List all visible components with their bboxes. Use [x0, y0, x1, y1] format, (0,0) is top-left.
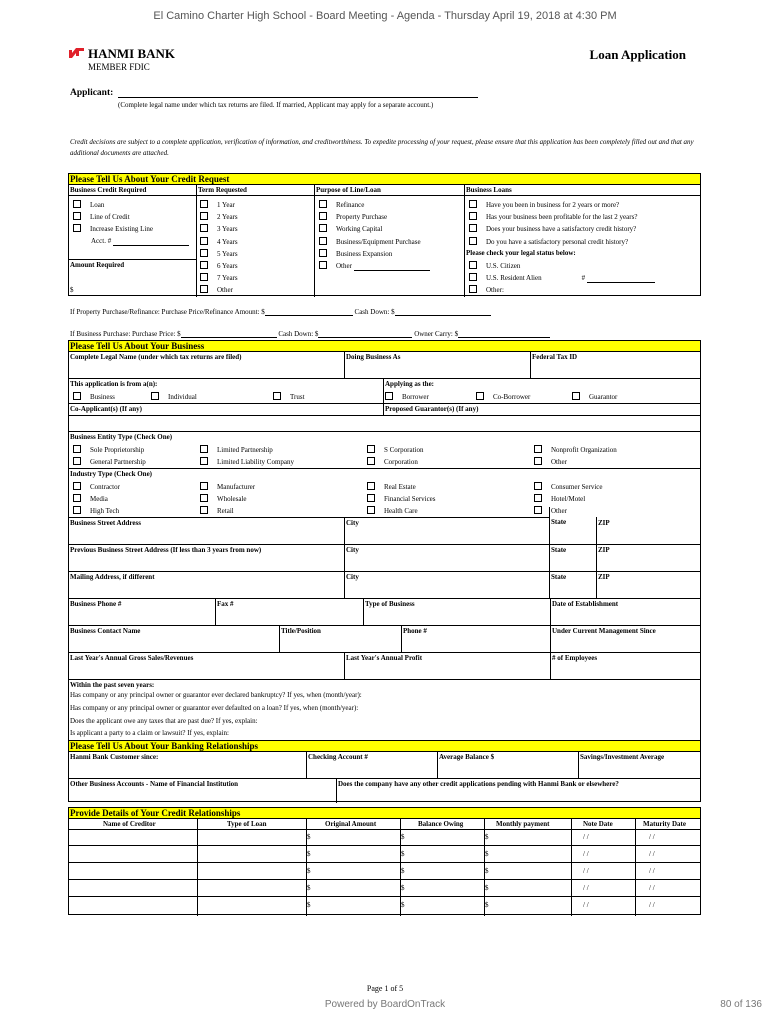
credit-disclaimer: Credit decisions are subject to a complete application, verification of information, and creditworthiness. To expedite processing of your request, please ensure that this application has been completely filled out and that any additional documents are attached. [70, 138, 694, 157]
date-slashes: / / [583, 884, 589, 892]
dollar-sign: $ [307, 884, 311, 892]
date-slashes: / / [649, 850, 655, 858]
col-monthly-payment: Monthly payment [496, 820, 550, 828]
taxes-question: Does the applicant owe any taxes that are past due? If yes, explain: [70, 717, 258, 725]
phone-label: Business Phone # [70, 600, 122, 608]
amount-required-label: Amount Required [70, 261, 125, 269]
refi-amount-field[interactable] [265, 315, 353, 316]
business-section [68, 340, 701, 741]
date-slashes: / / [649, 884, 655, 892]
term-6[interactable]: 6 Years [200, 261, 238, 271]
dollar-sign: $ [307, 850, 311, 858]
purpose-refinance[interactable]: Refinance [319, 200, 364, 210]
checkbox[interactable] [367, 445, 375, 453]
past-seven-label: Within the past seven years: [70, 681, 155, 689]
legal-status-heading: Please check your legal status below: [466, 249, 576, 257]
entity-llc[interactable]: Limited Liability Company [200, 457, 294, 467]
owner-carry-field[interactable] [458, 337, 550, 338]
checking-label: Checking Account # [308, 753, 368, 761]
checkbox[interactable] [200, 261, 208, 269]
checkbox[interactable] [476, 392, 484, 400]
checkbox[interactable] [367, 494, 375, 502]
title-position-label: Title/Position [281, 627, 321, 635]
employees-label: # of Employees [552, 654, 598, 662]
status-other[interactable]: Other: [469, 285, 504, 295]
other-accounts-label: Other Business Accounts - Name of Financial Institution [70, 780, 239, 788]
checkbox[interactable] [534, 506, 542, 514]
date-slashes: / / [649, 867, 655, 875]
status-citizen[interactable]: U.S. Citizen [469, 261, 520, 271]
bank-name: HANMI BANK [88, 46, 176, 61]
checkbox[interactable] [200, 506, 208, 514]
dollar-sign: $ [485, 833, 489, 841]
purpose-equipment[interactable]: Business/Equipment Purchase [319, 237, 421, 247]
dollar-sign: $ [401, 884, 405, 892]
entity-s-corp[interactable]: S Corporation [367, 445, 423, 455]
app-from-label: This application is from a(n): [70, 380, 158, 388]
q-two-years[interactable]: Have you been in business for 2 years or more? [469, 200, 619, 210]
purpose-property[interactable]: Property Purchase [319, 212, 387, 222]
contact-phone-label: Phone # [403, 627, 427, 635]
fax-label: Fax # [217, 600, 234, 608]
dollar-sign: $ [307, 901, 311, 909]
col-type-loan: Type of Loan [227, 820, 267, 828]
dollar-sign: $ [307, 867, 311, 875]
term-other[interactable]: Other [200, 285, 233, 295]
page-number: Page 1 of 5 [366, 984, 404, 993]
term-2[interactable]: 2 Years [200, 212, 238, 222]
checkbox[interactable] [73, 392, 81, 400]
from-business[interactable]: Business [73, 392, 115, 402]
purchase-price-field[interactable] [181, 337, 277, 338]
date-est-label: Date of Establishment [552, 600, 619, 608]
from-trust[interactable]: Trust [273, 392, 305, 402]
applicant-note: (Complete legal name under which tax returns are filed. If married, Applicant may apply for a separate account.) [118, 101, 434, 109]
checkbox[interactable] [200, 212, 208, 220]
dollar-sign: $ [485, 850, 489, 858]
creditor-row[interactable] [69, 829, 700, 846]
hanmi-logo-icon [68, 46, 85, 64]
purpose-working-capital[interactable]: Working Capital [319, 224, 382, 234]
dollar-sign: $ [485, 884, 489, 892]
checkbox[interactable] [200, 200, 208, 208]
term-heading: Term Requested [198, 186, 247, 194]
banking-section [68, 740, 701, 802]
applicant-name-field[interactable] [118, 97, 478, 98]
checkbox[interactable] [534, 482, 542, 490]
alien-number-field[interactable] [587, 282, 655, 283]
mail-zip-label: ZIP [598, 573, 610, 581]
industry-type-label: Industry Type (Check One) [70, 470, 153, 478]
checkbox[interactable] [73, 200, 81, 208]
refi-cash-down-field[interactable] [395, 315, 491, 316]
checkbox[interactable] [73, 506, 81, 514]
checkbox[interactable] [319, 249, 327, 257]
credit-relationships-title: Provide Details of Your Credit Relationships [69, 808, 700, 819]
purchase-cash-down-field[interactable] [318, 337, 412, 338]
term-5[interactable]: 5 Years [200, 249, 238, 259]
other-apps-label: Does the company have any other credit applications pending with Hanmi Bank or elsewhere? [338, 780, 619, 788]
checkbox[interactable] [469, 285, 477, 293]
refinance-line: If Property Purchase/Refinance: Purchase Price/Refinance Amount: $ Cash Down: $ [70, 308, 491, 316]
date-slashes: / / [583, 867, 589, 875]
checkbox[interactable] [151, 392, 159, 400]
date-slashes: / / [649, 901, 655, 909]
checkbox[interactable] [73, 457, 81, 465]
default-question: Has company or any principal owner or guarantor ever defaulted on a loan? If yes, when (month/year): [70, 704, 359, 712]
checkbox[interactable] [200, 494, 208, 502]
checkbox[interactable] [534, 445, 542, 453]
date-slashes: / / [583, 850, 589, 858]
purpose-other[interactable]: Other [319, 261, 430, 271]
term-3[interactable]: 3 Years [200, 224, 238, 234]
date-slashes: / / [649, 833, 655, 841]
zip-label: ZIP [598, 519, 610, 527]
mail-state-label: State [551, 573, 567, 581]
as-co-borrower[interactable]: Co-Borrower [476, 392, 530, 402]
from-individual[interactable]: Individual [151, 392, 197, 402]
lawsuit-question: Is applicant a party to a claim or lawsuit? If yes, explain: [70, 729, 230, 737]
checkbox[interactable] [319, 200, 327, 208]
col-creditor: Name of Creditor [103, 820, 156, 828]
gross-sales-label: Last Year's Annual Gross Sales/Revenues [70, 654, 194, 662]
powered-by: Powered by BoardOnTrack [324, 999, 446, 1010]
bcr-heading: Business Credit Required [70, 186, 147, 194]
checkbox[interactable] [469, 200, 477, 208]
bankruptcy-question: Has company or any principal owner or guarantor ever declared bankruptcy? If yes, when (month/year): [70, 691, 362, 699]
dollar-sign: $ [485, 867, 489, 875]
col-original-amount: Original Amount [325, 820, 377, 828]
member-fdic: MEMBER FDIC [88, 62, 150, 72]
entity-general-partnership[interactable]: General Partnership [73, 457, 146, 467]
contact-label: Business Contact Name [70, 627, 141, 635]
checkbox[interactable] [73, 212, 81, 220]
checkbox[interactable] [572, 392, 580, 400]
state-label: State [551, 518, 567, 526]
checkbox[interactable] [200, 273, 208, 281]
annual-profit-label: Last Year's Annual Profit [346, 654, 423, 662]
prev-state-label: State [551, 546, 567, 554]
bcr-increase-line[interactable]: Increase Existing Line [73, 224, 153, 234]
date-slashes: / / [583, 901, 589, 909]
checkbox[interactable] [200, 445, 208, 453]
amount-dollar: $ [70, 286, 74, 294]
q-profitable[interactable]: Has your business been profitable for the last 2 years? [469, 212, 637, 222]
checkbox[interactable] [367, 482, 375, 490]
creditor-row[interactable] [69, 880, 700, 897]
checkbox[interactable] [385, 392, 393, 400]
term-4[interactable]: 4 Years [200, 237, 238, 247]
checkbox[interactable] [469, 224, 477, 232]
entity-other[interactable]: Other [534, 457, 567, 467]
checkbox[interactable] [200, 482, 208, 490]
checkbox[interactable] [200, 285, 208, 293]
applying-as-label: Applying as the: [385, 380, 435, 388]
business-title: Please Tell Us About Your Business [69, 341, 700, 352]
customer-since-label: Hanmi Bank Customer since: [70, 753, 159, 761]
mail-city-label: City [346, 573, 359, 581]
checkbox[interactable] [319, 237, 327, 245]
savings-label: Savings/Investment Average [580, 753, 665, 761]
prev-street-label: Previous Business Street Address (If less than 3 years from now) [70, 546, 262, 554]
status-resident-alien[interactable]: U.S. Resident Alien # [469, 273, 655, 283]
checkbox[interactable] [319, 212, 327, 220]
checkbox[interactable] [469, 273, 477, 281]
city-label: City [346, 519, 359, 527]
industry-real-estate[interactable]: Real Estate [367, 482, 416, 492]
checkbox[interactable] [273, 392, 281, 400]
business-loans-heading: Business Loans [466, 186, 512, 194]
avg-balance-label: Average Balance $ [439, 753, 495, 761]
form-title: Loan Application [589, 47, 686, 62]
dba-label: Doing Business As [346, 353, 401, 361]
entity-limited-partnership[interactable]: Limited Partnership [200, 445, 273, 455]
acct-number: Acct. # [91, 237, 189, 246]
dollar-sign: $ [401, 867, 405, 875]
tax-id-label: Federal Tax ID [532, 353, 578, 361]
creditor-row[interactable] [69, 863, 700, 880]
dollar-sign: $ [485, 901, 489, 909]
purchase-line: If Business Purchase: Purchase Price: $ Cash Down: $ Owner Carry: $ [70, 330, 550, 338]
industry-wholesale[interactable]: Wholesale [200, 494, 247, 504]
checkbox[interactable] [73, 224, 81, 232]
term-7[interactable]: 7 Years [200, 273, 238, 283]
industry-manufacturer[interactable]: Manufacturer [200, 482, 255, 492]
checkbox[interactable] [469, 261, 477, 269]
page-header: El Camino Charter High School - Board Meeting - Agenda - Thursday April 19, 2018 at 4:30 PM [153, 10, 617, 22]
industry-retail[interactable]: Retail [200, 506, 234, 516]
industry-health-care[interactable]: Health Care [367, 506, 418, 516]
col-note-date: Note Date [583, 820, 613, 828]
acct-number-field[interactable] [113, 245, 189, 246]
checkbox[interactable] [469, 237, 477, 245]
co-applicant-label: Co-Applicant(s) (If any) [70, 405, 142, 413]
entity-sole-prop[interactable]: Sole Proprietorship [73, 445, 144, 455]
industry-hotel[interactable]: Hotel/Motel [534, 494, 585, 504]
credit-request-section [68, 173, 701, 296]
banking-title: Please Tell Us About Your Banking Relationships [69, 741, 700, 752]
industry-high-tech[interactable]: High Tech [73, 506, 119, 516]
prev-zip-label: ZIP [598, 546, 610, 554]
bcr-loan[interactable]: Loan [73, 200, 104, 210]
dollar-sign: $ [307, 833, 311, 841]
type-business-label: Type of Business [365, 600, 415, 608]
checkbox[interactable] [200, 224, 208, 232]
date-slashes: / / [583, 833, 589, 841]
under-mgmt-label: Under Current Management Since [552, 627, 656, 635]
mailing-label: Mailing Address, if different [70, 573, 155, 581]
guarantor-label: Proposed Guarantor(s) (If any) [385, 405, 479, 413]
dollar-sign: $ [401, 833, 405, 841]
dollar-sign: $ [401, 901, 405, 909]
checkbox[interactable] [367, 506, 375, 514]
col-balance-owing: Balance Owing [418, 820, 464, 828]
industry-consumer-service[interactable]: Consumer Service [534, 482, 603, 492]
checkbox[interactable] [534, 457, 542, 465]
checkbox[interactable] [319, 224, 327, 232]
as-guarantor[interactable]: Guarantor [572, 392, 617, 402]
entity-corp[interactable]: Corporation [367, 457, 418, 467]
prev-city-label: City [346, 546, 359, 554]
checkbox[interactable] [73, 482, 81, 490]
creditor-row[interactable] [69, 897, 700, 914]
purpose-expansion[interactable]: Business Expansion [319, 249, 392, 259]
term-1[interactable]: 1 Year [200, 200, 235, 210]
legal-name-label: Complete Legal Name (under which tax returns are filed) [70, 353, 242, 361]
checkbox[interactable] [73, 494, 81, 502]
checkbox[interactable] [367, 457, 375, 465]
checkbox[interactable] [73, 445, 81, 453]
checkbox[interactable] [200, 457, 208, 465]
checkbox[interactable] [200, 249, 208, 257]
checkbox[interactable] [319, 261, 327, 269]
as-borrower[interactable]: Borrower [385, 392, 429, 402]
street-label: Business Street Address [70, 519, 141, 527]
page-count: 80 of 136 [720, 999, 762, 1010]
entity-nonprofit[interactable]: Nonprofit Organization [534, 445, 617, 455]
creditor-row[interactable] [69, 846, 700, 863]
entity-type-label: Business Entity Type (Check One) [70, 433, 173, 441]
industry-other[interactable]: Other [534, 506, 567, 516]
dollar-sign: $ [401, 850, 405, 858]
industry-contractor[interactable]: Contractor [73, 482, 120, 492]
applicant-label: Applicant: [70, 88, 114, 98]
industry-media[interactable]: Media [73, 494, 108, 504]
purpose-other-field[interactable] [354, 270, 430, 271]
industry-financial[interactable]: Financial Services [367, 494, 436, 504]
purpose-heading: Purpose of Line/Loan [316, 186, 381, 194]
checkbox[interactable] [469, 212, 477, 220]
q-business-credit[interactable]: Does your business have a satisfactory credit history? [469, 224, 636, 234]
checkbox[interactable] [534, 494, 542, 502]
col-maturity-date: Maturity Date [643, 820, 686, 828]
credit-relationships-section [68, 807, 701, 915]
checkbox[interactable] [200, 237, 208, 245]
bcr-line-of-credit[interactable]: Line of Credit [73, 212, 130, 222]
q-personal-credit[interactable]: Do you have a satisfactory personal credit history? [469, 237, 628, 247]
credit-request-title: Please Tell Us About Your Credit Request [69, 174, 700, 185]
